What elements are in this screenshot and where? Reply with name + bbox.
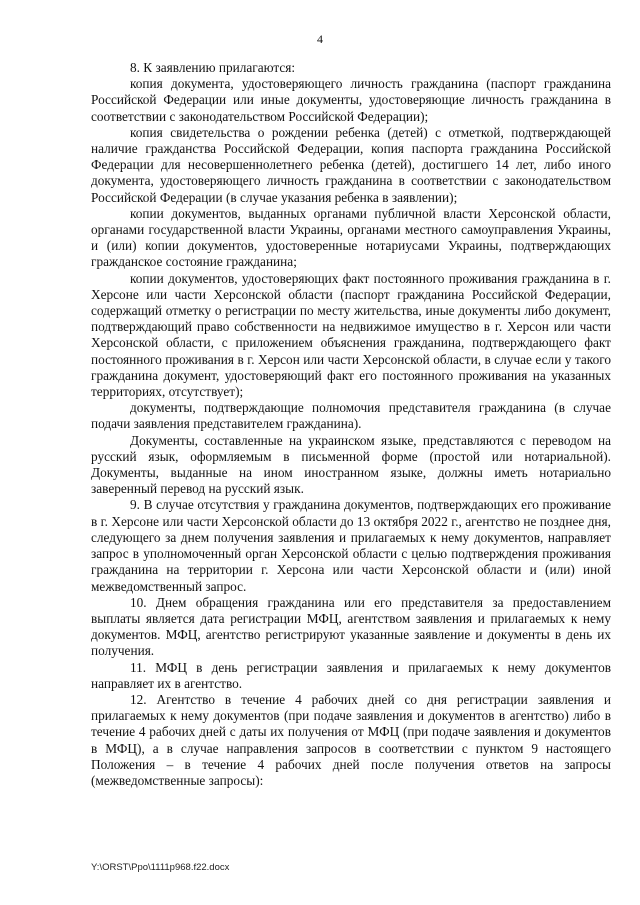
paragraph-11: 11. МФЦ в день регистрации заявления и прилагаемых к нему документов направляет их в агентство. xyxy=(91,659,611,691)
paragraph-9: 9. В случае отсутствия у гражданина документов, подтверждающих его проживание в г. Херсоне или части Херсонской области до 13 октября 2022 г., агентство не позднее дня, следующего за днем получения заявления и прилагаемых к нему документов, направляет запрос в уполномоченный орган Херсонской области с целью подтверждения проживания гражданина на территории г. Херсона или части Херсонской области и (или) иной межведомственный запрос. xyxy=(91,497,611,594)
paragraph-representative-authority: документы, подтверждающие полномочия представителя гражданина (в случае подачи заявления представителем гражданина). xyxy=(91,400,611,432)
paragraph-12: 12. Агентство в течение 4 рабочих дней со дня регистрации заявления и прилагаемых к нему документов (при подаче заявления и документов в агентство) либо в течение 4 рабочих дней с даты их получения от МФЦ (при подаче заявления и документов в МФЦ), а в случае направления запросов в соответствии с пунктом 9 настоящего Положения – в течение 4 рабочих дней после получения ответов на запросы (межведомственные запросы): xyxy=(91,691,611,788)
paragraph-8-heading: 8. К заявлению прилагаются: xyxy=(130,60,296,75)
paragraph-translation: Документы, составленные на украинском языке, представляются с переводом на русский язык, оформляемым в письменной форме (простой или нотариальной). Документы, выданные на ином иностранном языке, должны иметь нотариально заверенный перевод на русский язык. xyxy=(91,432,611,497)
paragraph-civil-status-documents: копии документов, выданных органами публичной власти Херсонской области, органами государственной власти Украины, органами местного самоуправления Украины, и (или) копии документов, удостоверенные нотариусами Украины, подтверждающих гражданское состояние гражданина; xyxy=(91,205,611,270)
paragraph-passport-copy: копия документа, удостоверяющего личность гражданина (паспорт гражданина Российской Федерации или иные документы, удостоверяющие личность гражданина в соответствии с законодательством Российской Федерации); xyxy=(91,76,611,124)
file-path-footer: Y:\ORST\Ppo\1111p968.f22.docx xyxy=(91,862,230,873)
paragraph-birth-certificate: копия свидетельства о рождении ребенка (детей) с отметкой, подтверждающей наличие гражданства Российской Федерации, копия паспорта гражданина Российской Федерации для несовершеннолетнего ребенка (детей), достигшего 14 лет, либо иного документа, удостоверяющего личность гражданина в соответствии с законодательством Российской Федерации (в случае указания ребенка в заявлении); xyxy=(91,124,611,205)
paragraph-residence-documents: копии документов, удостоверяющих факт постоянного проживания гражданина в г. Херсоне или части Херсонской области (паспорт гражданина Российской Федерации, содержащий отметку о регистрации по месту жительства, иные документы либо документ, подтверждающий право собственности на недвижимое имущество в г. Херсон или части Херсонской области, с приложением объяснения гражданина, подтверждающего факт постоянного проживания в г. Херсон или части Херсонской области, в случае если у такого гражданина документ, удостоверяющий факт его постоянного проживания на указанных территориях, отсутствует); xyxy=(91,270,611,400)
document-body xyxy=(91,60,611,789)
paragraph-10: 10. Днем обращения гражданина или его представителя за предоставлением выплаты является дата регистрации МФЦ, агентством заявления и прилагаемых к нему документов. МФЦ, агентство регистрируют указанные заявление и документы в день их получения. xyxy=(91,594,611,659)
page-number: 4 xyxy=(317,32,323,46)
